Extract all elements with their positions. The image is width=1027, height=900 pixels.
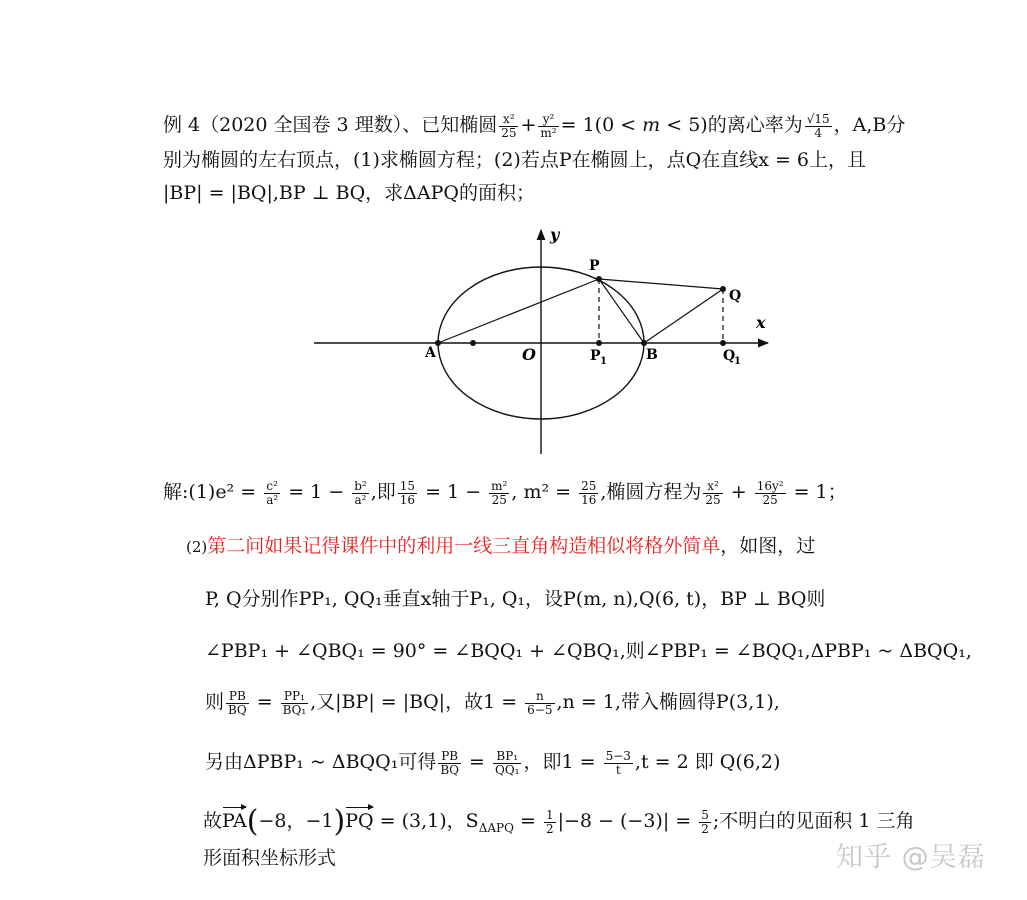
point-A (435, 340, 441, 346)
fraction-bp1-qq1: $\frac{\text{BP₁}}{\text{QQ₁}}$ (494, 748, 520, 777)
label-Q1: Q (723, 348, 736, 364)
fraction-1-2: $\frac{1}{2}$ (545, 807, 554, 836)
solution-line-ratio: 则 $\frac{PB}{BQ}$ = $\frac{\text{PP₁}}{\text{BQ₁}}$ ,又|BP| = |BQ|，故1 = $\frac{n}{6-5}$ ,n = 1,带入椭圆得P(3,1), (205, 688, 780, 717)
point-Q (720, 286, 726, 292)
fraction-y2-m2: $\frac{\text{y²}}{\text{m²}}$ (540, 111, 557, 140)
fraction-pp1-bq1: $\frac{\text{PP₁}}{\text{BQ₁}}$ (282, 688, 307, 717)
point-P1 (596, 340, 602, 346)
label-O: O (522, 345, 536, 364)
fraction-c2-a2: $\frac{\text{c²}}{\text{a²}}$ (266, 478, 279, 507)
vector-PA: PA (222, 806, 247, 836)
solution-line-pq: P, Q分别作PP₁, QQ₁垂直x轴于P₁, Q₁，设P(m, n),Q(6, t)，BP ⊥ BQ则 (205, 588, 826, 610)
fraction-x2-25-result: $\frac{\text{x²}}{25}$ (705, 478, 721, 507)
fraction-m2-25: $\frac{\text{m²}}{25}$ (491, 478, 508, 507)
problem-line-2: 别为椭圆的左右顶点，(1)求椭圆方程；(2)若点P在椭圆上，点Q在直线x = 6上，且 (163, 149, 866, 171)
label-Q: Q (729, 288, 742, 304)
watermark: 知乎 @吴磊 (836, 842, 986, 873)
vector-PQ: PQ (345, 806, 373, 836)
solution-line-final: 故PA(−8，−1)PQ = (3,1)，$S_{\Delta APQ}$ = $\frac{1}{2}$ |−8 − (−3)| = $\frac{5}{2}$ ;不明白的见面积 1 三角 (203, 804, 915, 839)
segment-PQ (599, 279, 723, 289)
solution-line-another: 另由ΔPBP₁ ~ ΔBQQ₁可得 $\frac{PB}{BQ}$ = $\frac{\text{BP₁}}{\text{QQ₁}}$ ，即1 = $\frac{5-3}{t}$ ,t = 2 即 Q(6,2) (205, 748, 781, 777)
problem-line-1: 例 4（2020 全国卷 3 理数）、已知椭圆 $\frac{\text{x²}}{25}$ + $\frac{\text{y²}}{\text{m²}}$ = 1(0 < m < 5)的离心率为 $\frac{√15}{4}$ ，A,B分 (163, 111, 906, 140)
segment-PB (599, 279, 644, 343)
solution-part-1: 解:(1)e² = $\frac{\text{c²}}{\text{a²}}$ = 1 − $\frac{\text{b²}}{\text{a²}}$ ,即 $\frac{15}{16}$ = 1 − $\frac{\text{m²}}{25}$ , m² = $\frac{25}{16}$ ,椭圆方程为 $\frac{\text{x²}}{25}$ + $\frac{\text{16y²}}{25}$ = 1； (163, 478, 847, 507)
fraction-eccentricity: $\frac{√15}{4}$ (806, 111, 830, 140)
fraction-25-16: $\frac{25}{16}$ (581, 478, 597, 507)
segment-AP (438, 279, 599, 343)
fraction-5-2: $\frac{5}{2}$ (701, 807, 709, 836)
label-Q1-sub: 1 (734, 356, 741, 367)
fraction-x2-25: $\frac{\text{x²}}{25}$ (501, 111, 517, 140)
point-focus (470, 340, 476, 346)
label-B: B (646, 347, 658, 363)
solution-part-2-header: (2)第二问如果记得课件中的利用一线三直角构造相似将格外简单，如图，过 (186, 535, 816, 557)
highlight-text: 第二问如果记得课件中的利用一线三直角构造相似将格外简单 (207, 535, 721, 557)
fraction-pb-bq: $\frac{PB}{BQ}$ (228, 688, 247, 717)
label-x: x (756, 313, 766, 332)
segment-BQ (644, 289, 723, 343)
problem-line-3: |BP| = |BQ|,BP ⊥ BQ，求ΔAPQ的面积； (163, 182, 535, 204)
fraction-15-16: $\frac{15}{16}$ (399, 478, 416, 507)
label-P1: P (590, 348, 601, 364)
solution-line-angle: ∠PBP₁ + ∠QBQ₁ = 90° = ∠BQQ₁ + ∠QBQ₁,则∠PBP₁ = ∠BQQ₁,ΔPBP₁ ~ ΔBQQ₁, (205, 640, 972, 662)
problem-prefix: 例 4（2020 全国卷 3 理数）、已知椭圆 (163, 114, 498, 136)
ellipse-diagram (310, 224, 780, 459)
label-A: A (425, 345, 436, 361)
solution-line-last: 形面积坐标形式 (203, 847, 337, 869)
fraction-n-6-5: $\frac{n}{6-5}$ (527, 688, 553, 717)
point-P (596, 276, 602, 282)
fraction-b2-a2: $\frac{\text{b²}}{\text{a²}}$ (354, 478, 367, 507)
label-P: P (589, 258, 600, 274)
point-B (641, 340, 647, 346)
fraction-16y2-25: $\frac{\text{16y²}}{25}$ (756, 478, 784, 507)
label-y: y (550, 225, 560, 244)
point-Q1 (720, 340, 726, 346)
label-P1-sub: 1 (600, 356, 607, 367)
fraction-pb-bq-2: $\frac{PB}{BQ}$ (440, 748, 459, 777)
fraction-5-3-t: $\frac{5-3}{t}$ (605, 748, 631, 777)
